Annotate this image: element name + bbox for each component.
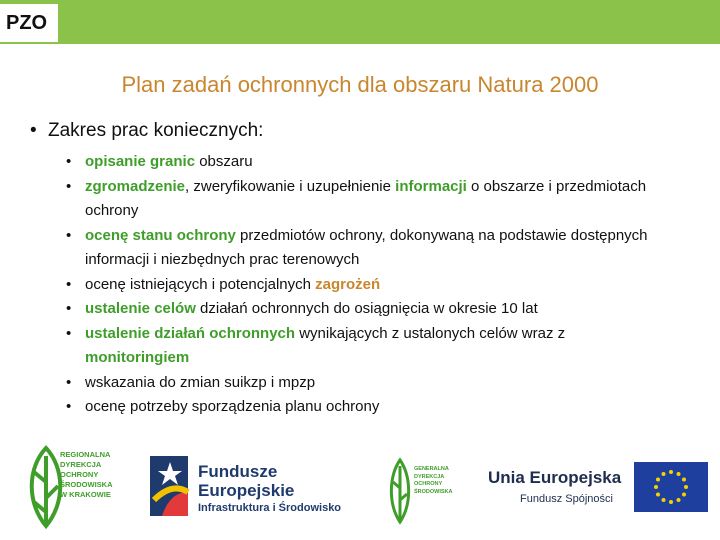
- bullet-text-segment: opisanie granic: [85, 153, 196, 170]
- sub-bullet-item: [66, 150, 666, 175]
- sub-bullet-item: [66, 371, 666, 396]
- main-bullet: [30, 120, 263, 142]
- eu-star-icon: [682, 493, 686, 497]
- sub-bullet-item: [66, 395, 666, 420]
- eu-star-icon: [669, 500, 673, 504]
- bullet-text-segment: ustalenie celów: [85, 300, 196, 317]
- ue-title: Unia Europejska: [488, 468, 622, 487]
- sub-bullet-item: [66, 175, 666, 224]
- sub-bullet-list: [66, 150, 666, 420]
- bullet-text-segment: obszaru: [195, 153, 253, 170]
- bullet-text-segment: o obszarze i przedmiotach ochrony: [85, 177, 647, 219]
- bullet-text-segment: ocenę stanu ochrony: [85, 226, 236, 244]
- ue-subtitle: Fundusz Spójności: [520, 493, 613, 505]
- bullet-text-segment: działań ochronnych do osiągnięcia w okresie 10 lat: [195, 300, 538, 317]
- bullet-text-segment: zagrożeń: [315, 275, 381, 293]
- fe-title: Fundusze Europejskie: [198, 462, 295, 500]
- sub-bullet-item: [66, 273, 666, 298]
- bullet-text-segment: przedmiotów ochrony, dokonywaną na podstawie dostępnych informacji i niezbędnych prac terenowych: [85, 226, 648, 268]
- eu-star-icon: [662, 472, 666, 476]
- eu-star-icon: [682, 478, 686, 482]
- eu-star-icon: [654, 485, 658, 489]
- sub-bullet-item: [66, 224, 666, 273]
- eu-flag-icon: [634, 462, 708, 512]
- bullet-text-segment: ocenę istniejących i potencjalnych: [85, 275, 316, 293]
- eu-star-icon: [656, 493, 660, 497]
- bullet-text-segment: wskazania do zmian suikzp i mpzp: [85, 373, 316, 391]
- fe-subtitle: Infrastruktura i Środowisko: [198, 502, 342, 514]
- eu-star-icon: [656, 478, 660, 482]
- sub-bullet-item: [66, 322, 666, 371]
- bullet-text-segment: informacji: [395, 177, 467, 195]
- sub-bullet-item: [66, 297, 666, 322]
- slide-title: Plan zadań ochronnych dla obszaru Natura 2000: [121, 72, 599, 97]
- bullet-text-segment: ustalenie działań ochronnych: [85, 324, 296, 342]
- eu-star-icon: [684, 485, 688, 489]
- eu-star-icon: [677, 498, 681, 502]
- eu-star-icon: [669, 470, 673, 474]
- rdos-text: REGIONALNA DYREKCJA OCHRONY ŚRODOWISKA W KRAKOWIE: [60, 450, 113, 499]
- eu-star-icon: [677, 472, 681, 476]
- bullet-text-segment: ocenę potrzeby sporządzenia planu ochrony: [85, 398, 380, 415]
- header-tag: PZO: [0, 4, 58, 42]
- bullet-text-segment: wynikających z ustalonych celów wraz z: [295, 324, 566, 342]
- bullet-icon: •: [30, 120, 37, 141]
- gdos-text: GENERALNA DYREKCJA OCHRONY ŚRODOWISKA: [414, 466, 453, 495]
- header-bar: [0, 0, 720, 44]
- footer-logos: [0, 436, 720, 540]
- bullet-text-segment: zgromadzenie: [85, 177, 186, 195]
- eu-star-icon: [662, 498, 666, 502]
- main-bullet-text: Zakres prac koniecznych:: [48, 120, 264, 141]
- bullet-text-segment: , zweryfikowanie i uzupełnienie: [185, 177, 396, 195]
- bullet-text-segment: monitoringiem: [85, 349, 190, 366]
